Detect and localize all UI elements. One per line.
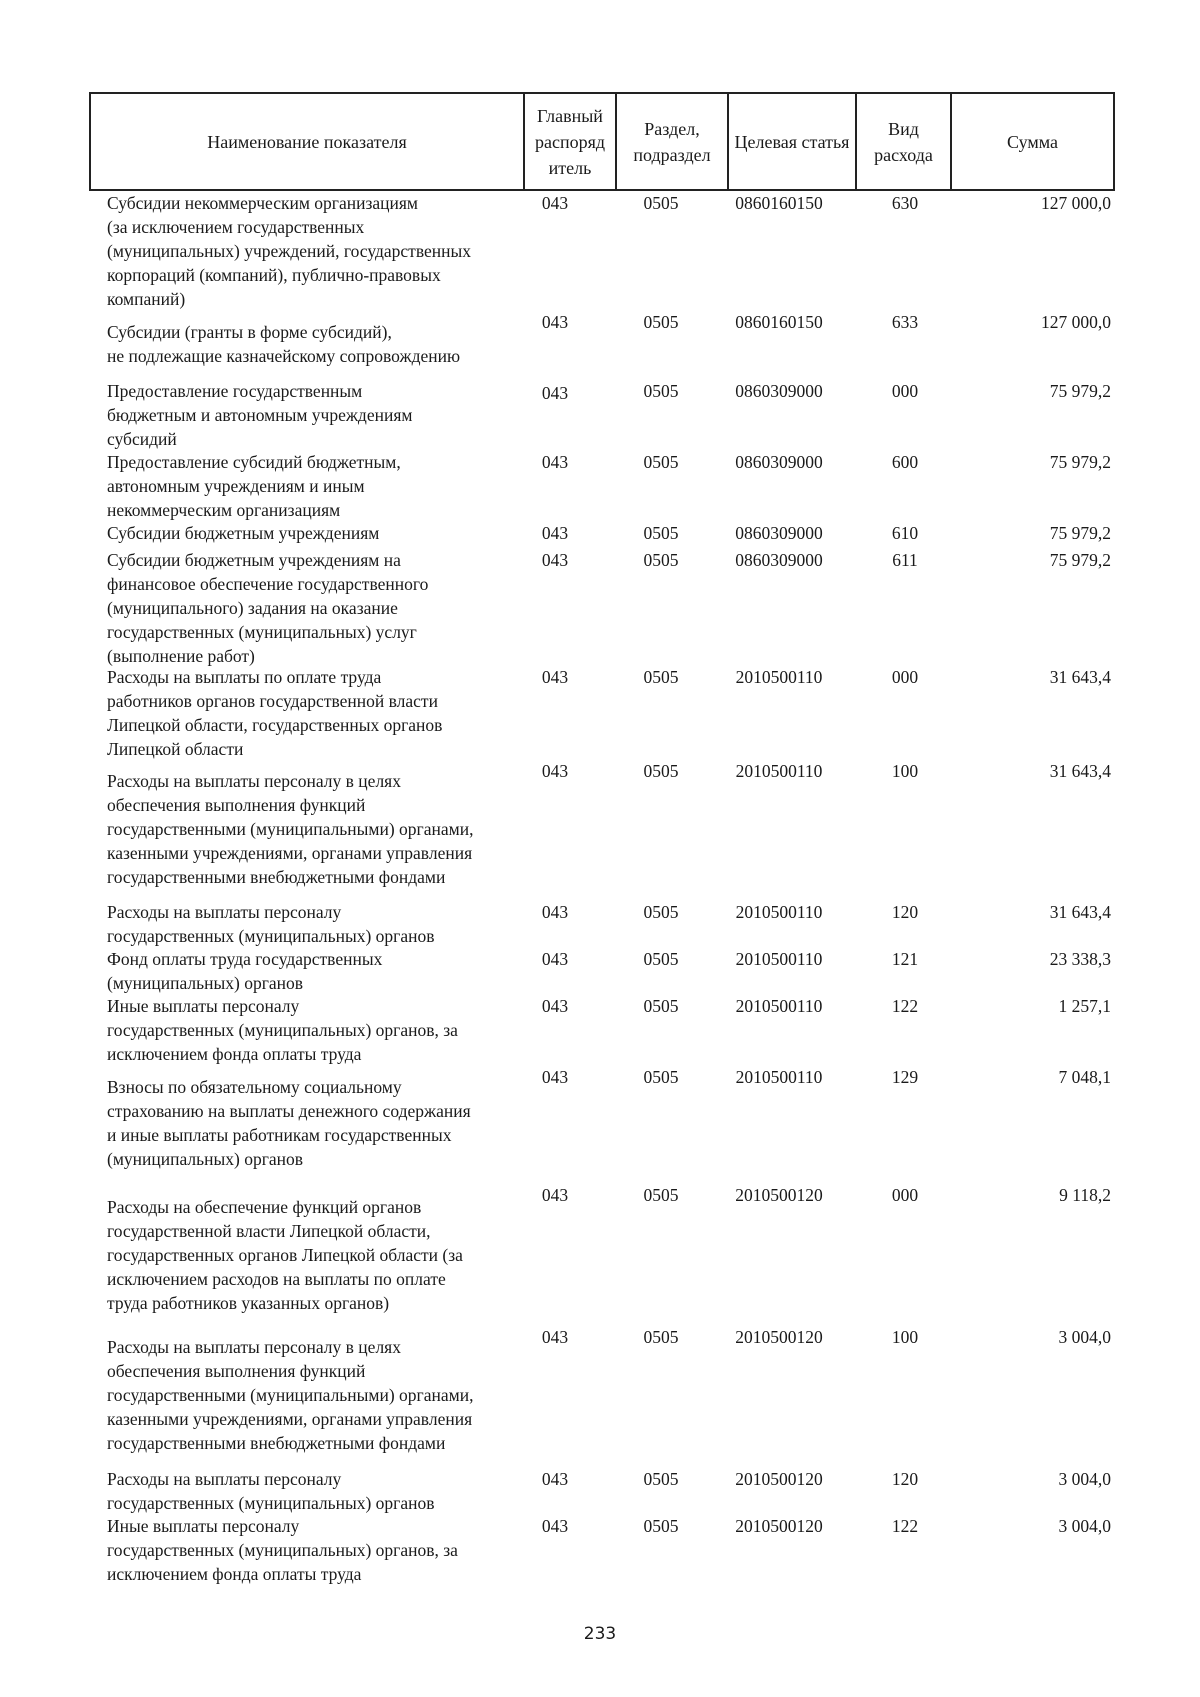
row-cel: 0860160150 xyxy=(735,312,823,332)
row-name: Расходы на выплаты персоналу государственных (муниципальных) органов xyxy=(107,902,435,946)
row-razd: 0505 xyxy=(643,381,679,401)
row-glav: 043 xyxy=(541,1185,569,1205)
table-header xyxy=(89,92,1115,191)
row-vid: 610 xyxy=(891,523,919,543)
row-cel: 0860309000 xyxy=(735,381,823,401)
row-vid: 000 xyxy=(891,381,919,401)
row-name: Расходы на выплаты персоналу в целях обеспечения выполнения функций государственными (муниципальными) органами, казенными учреждениями, органами управления государственными внебюджетными фондами xyxy=(107,1337,474,1453)
row-vid: 129 xyxy=(891,1067,919,1087)
row-sum: 3 004,0 xyxy=(1058,1516,1111,1536)
row-cel: 2010500110 xyxy=(735,902,823,922)
row-cel: 2010500110 xyxy=(735,949,823,969)
row-sum: 3 004,0 xyxy=(1058,1469,1111,1489)
header-cel: Целевая статья xyxy=(728,93,856,190)
row-name: Расходы на обеспечение функций органов государственной власти Липецкой области, государственных органов Липецкой области (за исключением расходов на выплаты по оплате труда работников указанных органов) xyxy=(107,1197,463,1313)
row-name: Субсидии бюджетным учреждениям на финансовое обеспечение государственного (муниципального) задания на оказание государственных (муниципальных) услуг (выполнение работ) xyxy=(107,550,429,666)
row-glav: 043 xyxy=(541,1516,569,1536)
row-name: Расходы на выплаты персоналу государственных (муниципальных) органов xyxy=(107,1469,435,1513)
row-razd: 0505 xyxy=(643,949,679,969)
row-razd: 0505 xyxy=(643,550,679,570)
row-glav: 043 xyxy=(541,949,569,969)
row-name: Расходы на выплаты по оплате труда работников органов государственной власти Липецкой области, государственных органов Липецкой области xyxy=(107,667,443,759)
row-razd: 0505 xyxy=(643,312,679,332)
row-razd: 0505 xyxy=(643,193,679,213)
row-name: Предоставление субсидий бюджетным, автономным учреждениям и иным некоммерческим организациям xyxy=(107,452,401,520)
row-sum: 31 643,4 xyxy=(1049,902,1111,922)
row-sum: 127 000,0 xyxy=(1041,312,1111,332)
row-glav: 043 xyxy=(541,452,569,472)
row-razd: 0505 xyxy=(643,1327,679,1347)
header-glav: Главный распоряд итель xyxy=(524,93,616,190)
page-number: 233 xyxy=(583,1624,617,1644)
row-cel: 2010500110 xyxy=(735,761,823,781)
row-vid: 611 xyxy=(892,550,918,570)
header-name: Наименование показателя xyxy=(90,93,524,190)
row-sum: 31 643,4 xyxy=(1049,667,1111,687)
row-glav: 043 xyxy=(541,996,569,1016)
row-vid: 100 xyxy=(891,1327,919,1347)
row-glav: 043 xyxy=(541,550,569,570)
row-vid: 600 xyxy=(891,452,919,472)
row-name: Иные выплаты персоналу государственных (муниципальных) органов, за исключением фонда оплаты труда xyxy=(107,996,458,1064)
row-cel: 2010500120 xyxy=(735,1516,823,1536)
row-name: Фонд оплаты труда государственных (муниципальных) органов xyxy=(107,949,383,993)
row-vid: 100 xyxy=(891,761,919,781)
row-sum: 75 979,2 xyxy=(1049,550,1111,570)
row-razd: 0505 xyxy=(643,761,679,781)
row-cel: 0860309000 xyxy=(735,452,823,472)
row-razd: 0505 xyxy=(643,452,679,472)
row-razd: 0505 xyxy=(643,667,679,687)
row-sum: 9 118,2 xyxy=(1059,1185,1111,1205)
row-sum: 3 004,0 xyxy=(1058,1327,1111,1347)
row-cel: 0860309000 xyxy=(735,550,823,570)
header-vid: Вид расхода xyxy=(856,93,951,190)
row-cel: 0860160150 xyxy=(735,193,823,213)
row-cel: 0860309000 xyxy=(735,523,823,543)
row-sum: 31 643,4 xyxy=(1049,761,1111,781)
row-cel: 2010500110 xyxy=(735,996,823,1016)
row-razd: 0505 xyxy=(643,996,679,1016)
row-glav: 043 xyxy=(541,383,569,403)
row-name: Субсидии (гранты в форме субсидий), не подлежащие казначейскому сопровождению xyxy=(107,322,461,366)
row-name: Субсидии некоммерческим организациям (за исключением государственных (муниципальных) учреждений, государственных корпораций (компаний), публично-правовых компаний) xyxy=(107,193,471,309)
row-cel: 2010500110 xyxy=(735,667,823,687)
header-razd: Раздел, подраздел xyxy=(616,93,728,190)
row-glav: 043 xyxy=(541,667,569,687)
row-vid: 120 xyxy=(891,1469,919,1489)
row-name: Субсидии бюджетным учреждениям xyxy=(107,523,380,543)
row-vid: 000 xyxy=(891,1185,919,1205)
row-cel: 2010500120 xyxy=(735,1327,823,1347)
row-sum: 1 257,1 xyxy=(1058,996,1111,1016)
row-razd: 0505 xyxy=(643,902,679,922)
row-razd: 0505 xyxy=(643,1516,679,1536)
row-name: Взносы по обязательному социальному страхованию на выплаты денежного содержания и иные выплаты работникам государственных (муниципальных) органов xyxy=(107,1077,471,1169)
row-sum: 23 338,3 xyxy=(1049,949,1111,969)
row-cel: 2010500120 xyxy=(735,1469,823,1489)
row-vid: 633 xyxy=(891,312,919,332)
row-sum: 75 979,2 xyxy=(1049,452,1111,472)
row-vid: 630 xyxy=(891,193,919,213)
row-glav: 043 xyxy=(541,523,569,543)
row-sum: 7 048,1 xyxy=(1058,1067,1111,1087)
row-razd: 0505 xyxy=(643,1067,679,1087)
row-sum: 75 979,2 xyxy=(1049,381,1111,401)
row-glav: 043 xyxy=(541,1067,569,1087)
row-razd: 0505 xyxy=(643,523,679,543)
row-razd: 0505 xyxy=(643,1185,679,1205)
row-name: Иные выплаты персоналу государственных (муниципальных) органов, за исключением фонда оплаты труда xyxy=(107,1516,458,1584)
row-glav: 043 xyxy=(541,193,569,213)
row-glav: 043 xyxy=(541,1469,569,1489)
row-glav: 043 xyxy=(541,761,569,781)
row-glav: 043 xyxy=(541,902,569,922)
row-razd: 0505 xyxy=(643,1469,679,1489)
row-name: Предоставление государственным бюджетным и автономным учреждениям субсидий xyxy=(107,381,413,449)
row-vid: 122 xyxy=(891,996,919,1016)
header-sum: Сумма xyxy=(951,93,1114,190)
row-vid: 122 xyxy=(891,1516,919,1536)
row-cel: 2010500120 xyxy=(735,1185,823,1205)
row-vid: 000 xyxy=(891,667,919,687)
row-name: Расходы на выплаты персоналу в целях обеспечения выполнения функций государственными (муниципальными) органами, казенными учреждениями, органами управления государственными внебюджетными фондами xyxy=(107,771,474,887)
row-sum: 75 979,2 xyxy=(1049,523,1111,543)
row-vid: 120 xyxy=(891,902,919,922)
row-vid: 121 xyxy=(891,949,919,969)
row-cel: 2010500110 xyxy=(735,1067,823,1087)
row-glav: 043 xyxy=(541,312,569,332)
row-sum: 127 000,0 xyxy=(1041,193,1111,213)
row-glav: 043 xyxy=(541,1327,569,1347)
